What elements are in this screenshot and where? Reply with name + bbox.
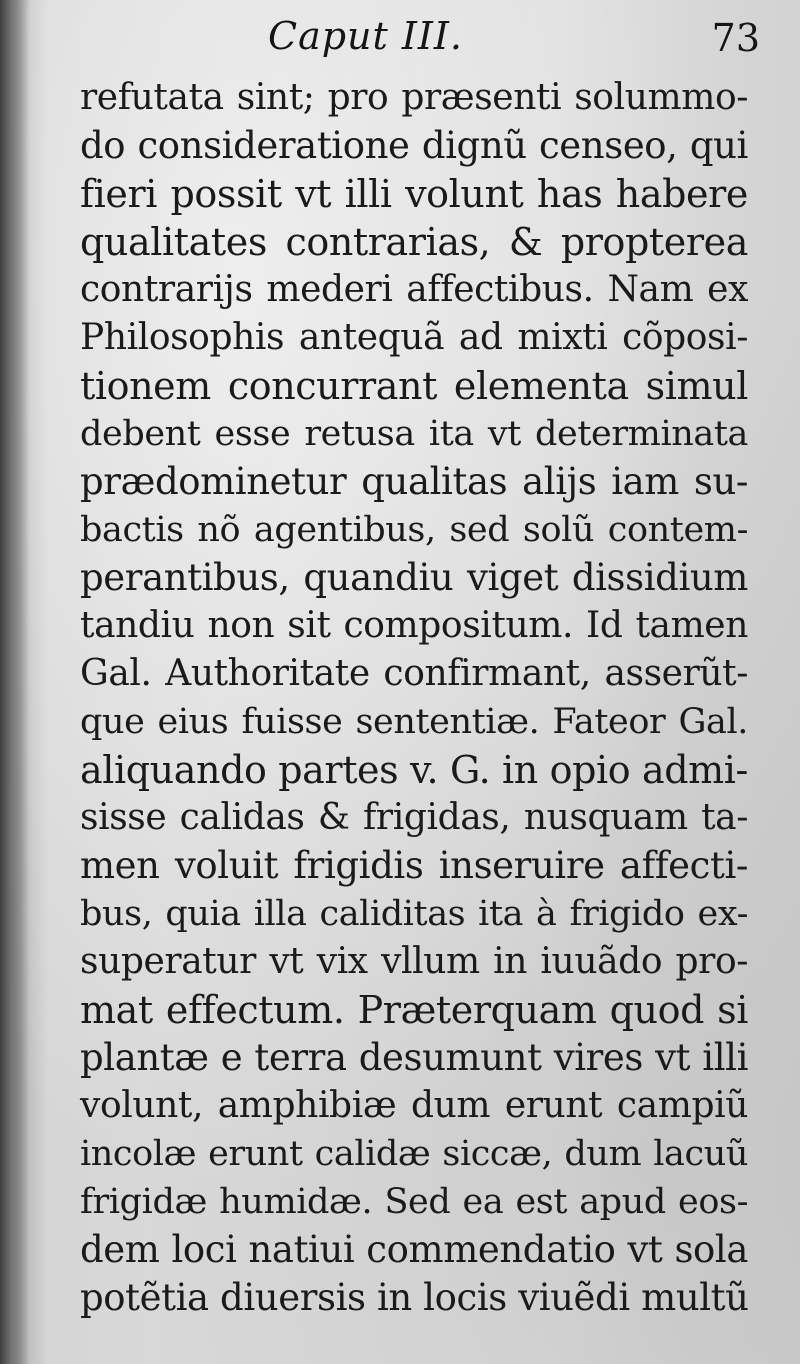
text-line: incolæ erunt calidæ siccæ, dum lacuũ bbox=[80, 1134, 748, 1174]
text-line: sisse calidas & frigidas, nusquam ta- bbox=[80, 797, 748, 838]
text-line: dem loci natiui commendatio vt sola bbox=[80, 1228, 748, 1271]
text-line: perantibus, quandiu viget dissidium bbox=[80, 556, 748, 599]
text-line: prædominetur qualitas alijs iam su- bbox=[80, 460, 748, 503]
text-line: tionem concurrant elementa simul bbox=[80, 364, 748, 408]
text-line: Gal. Authoritate confirmant, asserũt- bbox=[80, 653, 748, 694]
text-line: bus, quia illa caliditas ita à frigido ex- bbox=[80, 894, 748, 934]
text-line: bactis nõ agentibus, sed solũ contem- bbox=[80, 510, 748, 550]
text-line: contrarijs mederi affectibus. Nam ex bbox=[80, 269, 748, 310]
body-text bbox=[80, 74, 748, 1322]
text-line: tandiu non sit compositum. Id tamen bbox=[80, 605, 748, 646]
text-line: frigidæ humidæ. Sed ea est apud eos- bbox=[80, 1182, 748, 1222]
text-line: plantæ e terra desumunt vires vt illi bbox=[80, 1036, 748, 1079]
text-line: do consideratione dignũ censeo, qui bbox=[80, 124, 748, 167]
text-line: Philosophis antequã ad mixti cõposi- bbox=[80, 317, 748, 358]
text-line: men voluit frigidis inseruire affecti- bbox=[80, 844, 748, 887]
text-line: debent esse retusa ita vt determinata bbox=[80, 414, 748, 454]
running-head: Caput III. bbox=[268, 14, 463, 58]
text-line: qualitates contrarias, & propterea bbox=[80, 220, 748, 264]
text-line: superatur vt vix vllum in iuuãdo pro- bbox=[80, 941, 748, 982]
text-line: mat effectum. Præterquam quod si bbox=[80, 988, 748, 1032]
text-line: refutata sint; pro præsenti solummo- bbox=[80, 77, 748, 118]
page-header bbox=[0, 14, 800, 64]
text-line: fieri possit vt illi volunt has habere bbox=[80, 172, 748, 216]
text-line: aliquando partes v. G. in opio admi- bbox=[80, 748, 748, 792]
page-number: 73 bbox=[711, 16, 760, 60]
text-line: que eius fuisse sententiæ. Fateor Gal. bbox=[80, 702, 748, 742]
page-gutter-shadow bbox=[0, 0, 30, 1364]
text-line: potẽtia diuersis in locis viuẽdi multũ bbox=[80, 1276, 749, 1319]
text-line: volunt, amphibiæ dum erunt campiũ bbox=[80, 1085, 748, 1126]
